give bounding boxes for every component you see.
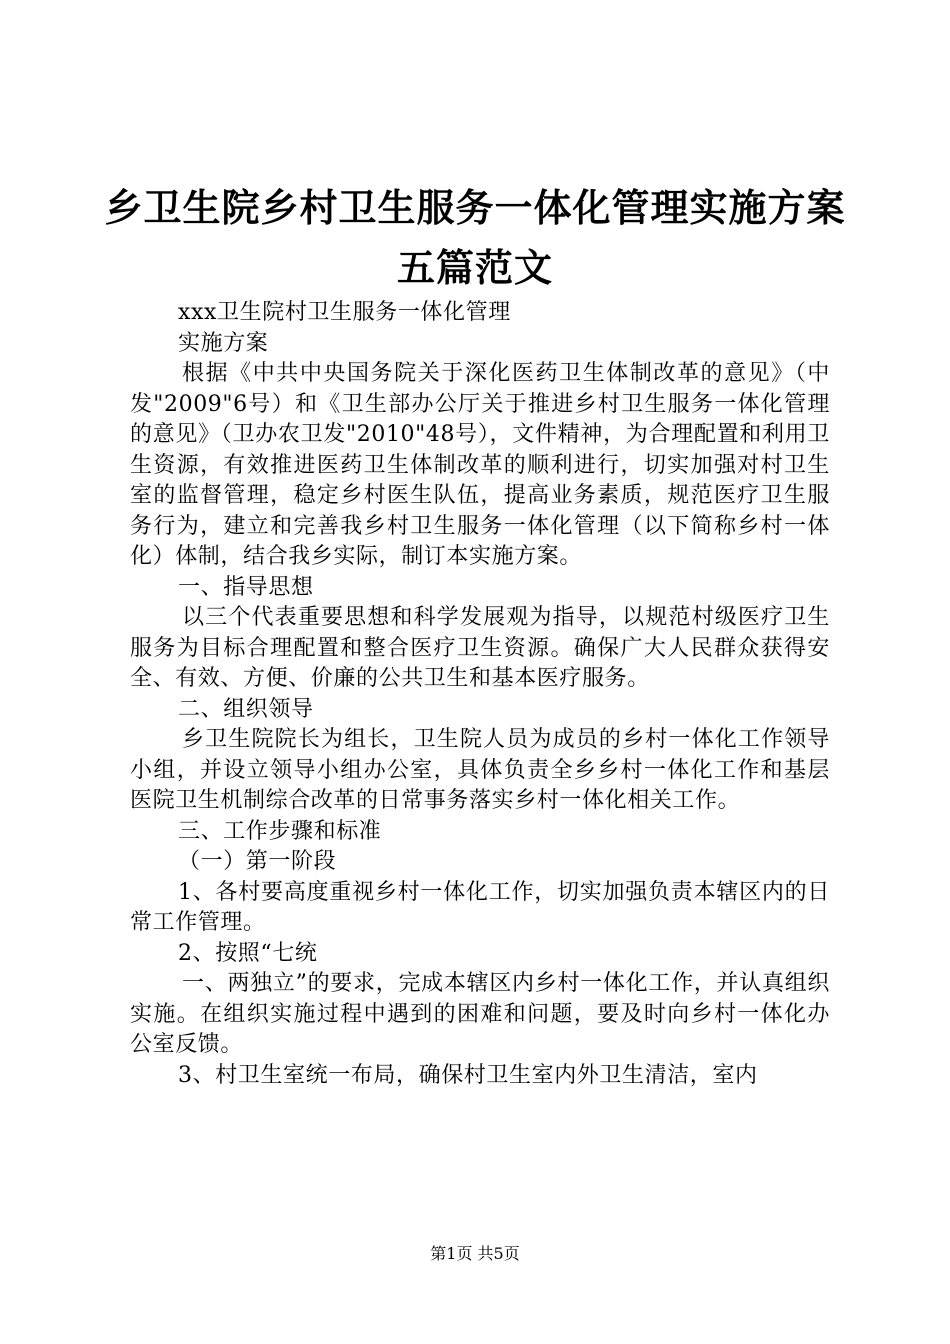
section-heading-steps: 三、工作步骤和标准 bbox=[178, 818, 382, 844]
page-footer: 第1页 共5页 bbox=[430, 1244, 520, 1263]
document-title: 乡卫生院乡村卫生服务一体化管理实施方案五篇范文 bbox=[104, 185, 846, 290]
subtitle-line-2: 实施方案 bbox=[178, 330, 269, 356]
list-item-3: 3、村卫生室统一布局，确保村卫生室内外卫生清洁，室内 bbox=[178, 1062, 758, 1088]
paragraph-guiding-ideology: 以三个代表重要思想和科学发展观为指导，以规范村级医疗卫生服务为目标合理配置和整合医疗卫生资源。确保广大人民群众获得安全、有效、方便、价廉的公共卫生和基本医疗服务。 bbox=[130, 605, 830, 691]
paragraph-list-item-2-cont: 一、两独立”的要求，完成本辖区内乡村一体化工作，并认真组织实施。在组织实施过程中遇到的困难和问题，要及时向乡村一体化办公室反馈。 bbox=[130, 971, 830, 1057]
subtitle-line-1: xxx卫生院村卫生服务一体化管理 bbox=[178, 300, 511, 325]
paragraph-organization: 乡卫生院院长为组长，卫生院人员为成员的乡村一体化工作领导小组，并设立领导小组办公室，具体负责全乡乡村一体化工作和基层医院卫生机制综合改革的日常事务落实乡村一体化相关工作。 bbox=[130, 727, 830, 813]
document-body bbox=[130, 298, 830, 1091]
subsection-heading-stage-one: （一）第一阶段 bbox=[178, 849, 337, 874]
list-item-1: 1、各村要高度重视乡村一体化工作，切实加强负责本辖区内的日常工作管理。 bbox=[130, 879, 830, 935]
section-heading-organization: 二、组织领导 bbox=[178, 696, 314, 722]
paragraph-intro: 根据《中共中央国务院关于深化医药卫生体制改革的意见》（中发"2009"6号）和《卫生部办公厅关于推进乡村卫生服务一体化管理的意见》（卫办农卫发"2010"48号），文件精神，为合理配置和利用卫生资源，有效推进医药卫生体制改革的顺利进行，切实加强对村卫生室的监督管理，稳定乡村医生队伍，提高业务素质，规范医疗卫生服务行为，建立和完善我乡村卫生服务一体化管理（以下简称乡村一体化）体制，结合我乡实际，制订本实施方案。 bbox=[130, 361, 830, 569]
section-heading-guiding-ideology: 一、指导思想 bbox=[178, 574, 314, 600]
list-item-2: 2、按照“七统 bbox=[178, 940, 318, 966]
